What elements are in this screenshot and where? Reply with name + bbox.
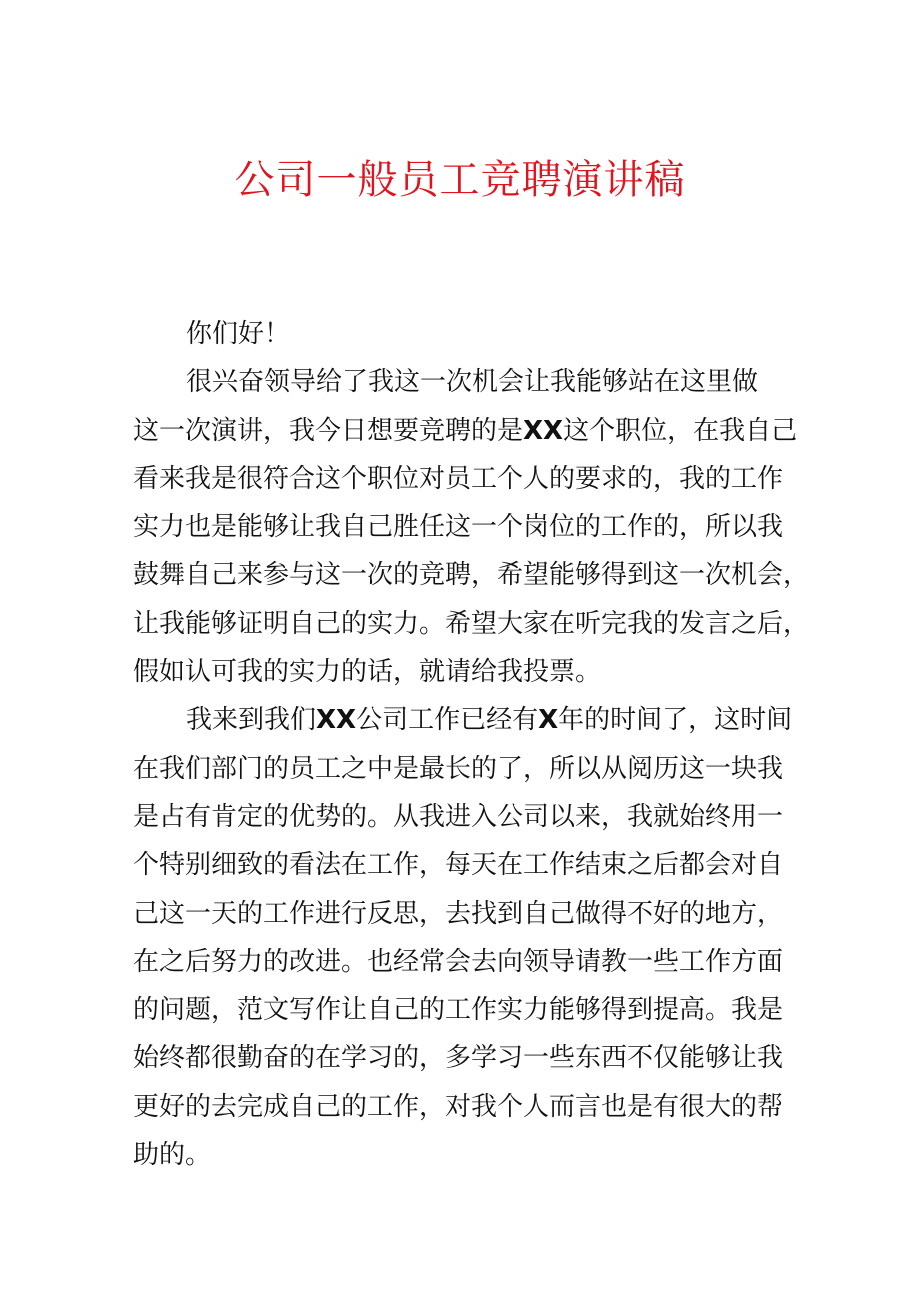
paragraph-line: [133, 696, 793, 744]
text-segment: 在我们部门的员工之中是最长的了，所以从阅历这一块我: [133, 753, 784, 784]
paragraph-line: [133, 1034, 793, 1082]
text-segment: 我来到我们: [186, 705, 317, 736]
placeholder-x: X: [538, 705, 559, 736]
text-segment: 实力也是能够让我自己胜任这一个岗位的工作的，所以我: [133, 512, 784, 543]
text-segment: 始终都很勤奋的在学习的，多学习一些东西不仅能够让我: [133, 1043, 784, 1074]
placeholder-xx: XX: [316, 705, 357, 736]
text-segment: 这个职位，在我自己: [563, 415, 798, 446]
paragraph-line: [133, 841, 793, 889]
text-segment: 公司工作已经有: [356, 705, 539, 736]
paragraph-line: [133, 455, 793, 503]
paragraph-line: [133, 986, 793, 1034]
text-segment: 是占有肯定的优势的。从我进入公司以来，我就始终用一: [133, 801, 784, 832]
text-segment: 很兴奋领导给了我这一次机会让我能够站在这里做: [186, 367, 759, 398]
paragraph-line: [133, 1083, 793, 1131]
document-title: 公司一般员工竞聘演讲稿: [234, 157, 686, 203]
text-segment: 个特别细致的看法在工作，每天在工作结束之后都会对自: [133, 850, 784, 881]
greeting: 你们好！: [186, 319, 291, 349]
text-segment: 假如认可我的实力的话，就请给我投票。: [133, 657, 602, 688]
paragraph-line: [133, 600, 810, 648]
text-segment: 年的时间了，这时间: [558, 705, 793, 736]
paragraph-line: [133, 745, 793, 793]
paragraph-line: [133, 648, 793, 696]
text-segment: 助的。: [133, 1140, 212, 1171]
paragraph-line: [133, 890, 793, 938]
text-segment: 看来我是很符合这个职位对员工个人的要求的，我的工作: [133, 463, 784, 494]
paragraph-line: [133, 358, 793, 406]
paragraph-line: [133, 551, 810, 599]
paragraph-line: [133, 407, 798, 455]
text-segment: 更好的去完成自己的工作，对我个人而言也是有很大的帮: [133, 1091, 784, 1122]
text-segment: 让我能够证明自己的实力。希望大家在听完我的发言之后，: [133, 608, 810, 639]
document-body: [133, 310, 810, 1179]
text-segment: 鼓舞自己来参与这一次的竞聘，希望能够得到这一次机会，: [133, 560, 810, 591]
paragraph-line: [133, 503, 793, 551]
text-segment: 在之后努力的改进。也经常会去向领导请教一些工作方面: [133, 946, 784, 977]
text-segment: 己这一天的工作进行反思，去找到自己做得不好的地方，: [133, 898, 784, 929]
placeholder-xx: XX: [523, 415, 564, 446]
text-segment: 的问题，范文写作让自己的工作实力能够得到提高。我是: [133, 995, 784, 1026]
paragraph-line: [133, 938, 793, 986]
paragraph-line: [133, 1131, 793, 1179]
text-segment: 这一次演讲，我今日想要竞聘的是: [133, 415, 524, 446]
paragraph-line: [133, 793, 793, 841]
